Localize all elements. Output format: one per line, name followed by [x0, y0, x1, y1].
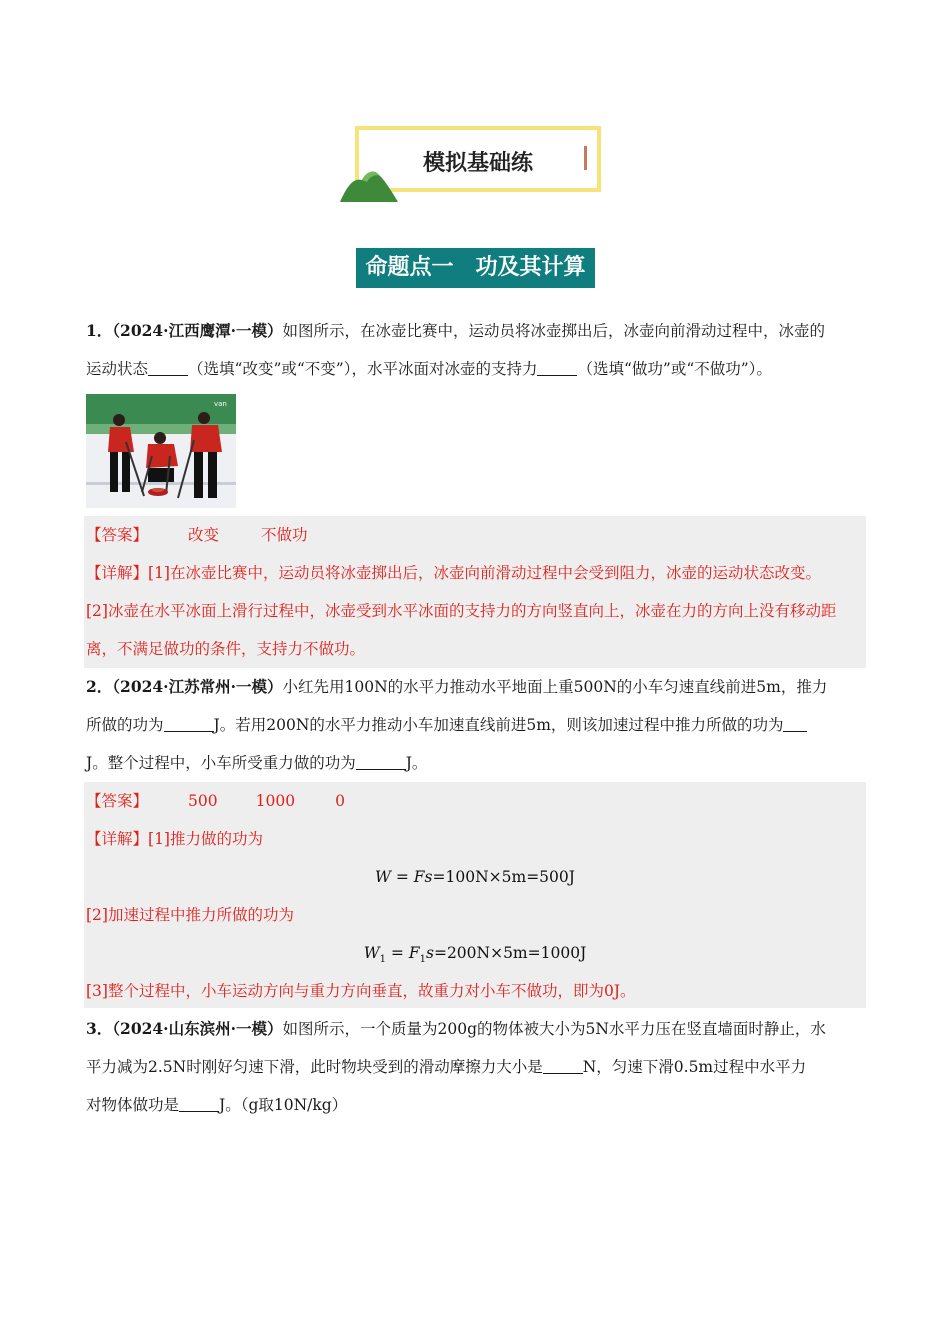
answer-value: 0	[335, 792, 345, 810]
answer-value: 改变	[188, 526, 220, 544]
question-1-line-1: 1．（2024·江西鹰潭·一模）如图所示，在冰壶比赛中，运动员将冰壶掷出后，冰壶向前滑动过程中，冰壶的	[86, 321, 825, 340]
question-number: 1．	[86, 321, 113, 340]
answer-blank[interactable]	[356, 751, 406, 770]
detail-line: 【详解】[1]在冰壶比赛中，运动员将冰壶掷出后，冰壶向前滑动过程中会受到阻力，冰壶的运动状态改变。	[86, 564, 821, 582]
detail-line: [2]加速过程中推力所做的功为	[86, 906, 294, 924]
answer-box-2	[84, 782, 866, 1008]
answer-blank[interactable]	[164, 713, 214, 732]
answer-value: 500	[188, 792, 218, 810]
answer-line: 【答案】 500 1000 0	[86, 792, 345, 810]
answer-blank[interactable]	[543, 1055, 583, 1074]
question-source: （2024·江苏常州·一模）	[112, 677, 283, 696]
answer-value: 1000	[255, 792, 296, 810]
detail-line: 【详解】[1]推力做的功为	[86, 830, 263, 848]
answer-blank[interactable]	[783, 713, 807, 732]
question-number: 2．	[86, 677, 113, 696]
svg-text:van: van	[214, 400, 227, 408]
question-source: （2024·江西鹰潭·一模）	[112, 321, 283, 340]
detail-line: [3]整个过程中，小车运动方向与重力方向垂直，故重力对小车不做功，即为0J。	[86, 982, 636, 1000]
question-number: 3．	[86, 1019, 113, 1038]
answer-box-1	[84, 516, 866, 668]
answer-blank[interactable]	[179, 1093, 219, 1112]
banner-accent-bar	[584, 146, 587, 170]
answer-line: 【答案】 改变 不做功	[86, 526, 308, 544]
detail-line: [2]冰壶在水平冰面上滑行过程中，冰壶受到水平冰面的支持力的方向竖直向上，冰壶在力的方向上没有移动距离，不满足做功的条件，支持力不做功。	[86, 602, 837, 658]
answer-blank[interactable]	[537, 357, 577, 376]
question-1-line-2: 运动状态 （选填“改变”或“不变”），水平冰面对冰壶的支持力 （选填“做功”或“不做功”）。	[86, 350, 866, 388]
section-title: 命题点一 功及其计算	[356, 248, 595, 288]
question-1	[86, 312, 866, 388]
question-2: 2．（2024·江苏常州·一模）小红先用100N的水平力推动水平地面上重500N的小车匀速直线前进5m，推力 所做的功为 J。若用200N的水平力推动小车加速直线前进5m，则该加速过程中推力所做的功为 J。整个过程中，小车所受重力做的功为 J。	[86, 677, 828, 772]
curling-photo	[86, 394, 236, 508]
question-source: （2024·山东滨州·一模）	[112, 1019, 283, 1038]
question-3: 3．（2024·山东滨州·一模）如图所示，一个质量为200g的物体被大小为5N水平力压在竖直墙面时静止，水 平力减为2.5N时刚好匀速下滑，此时物块受到的滑动摩擦力大小是 N，匀速下滑0.5m过程中水平力 对物体做功是 J。（g取10N/kg）	[86, 1019, 826, 1114]
section-banner	[340, 124, 606, 206]
banner-title: 模拟基础练	[422, 151, 533, 176]
answer-blank[interactable]	[148, 357, 188, 376]
formula-2: $W_1 = F_1s=200N\times 5m=1000J$	[363, 944, 587, 966]
answer-value: 不做功	[261, 526, 308, 544]
mountain-icon	[340, 164, 400, 204]
formula-1: W = Fs=100N×5m=500J	[375, 868, 575, 886]
